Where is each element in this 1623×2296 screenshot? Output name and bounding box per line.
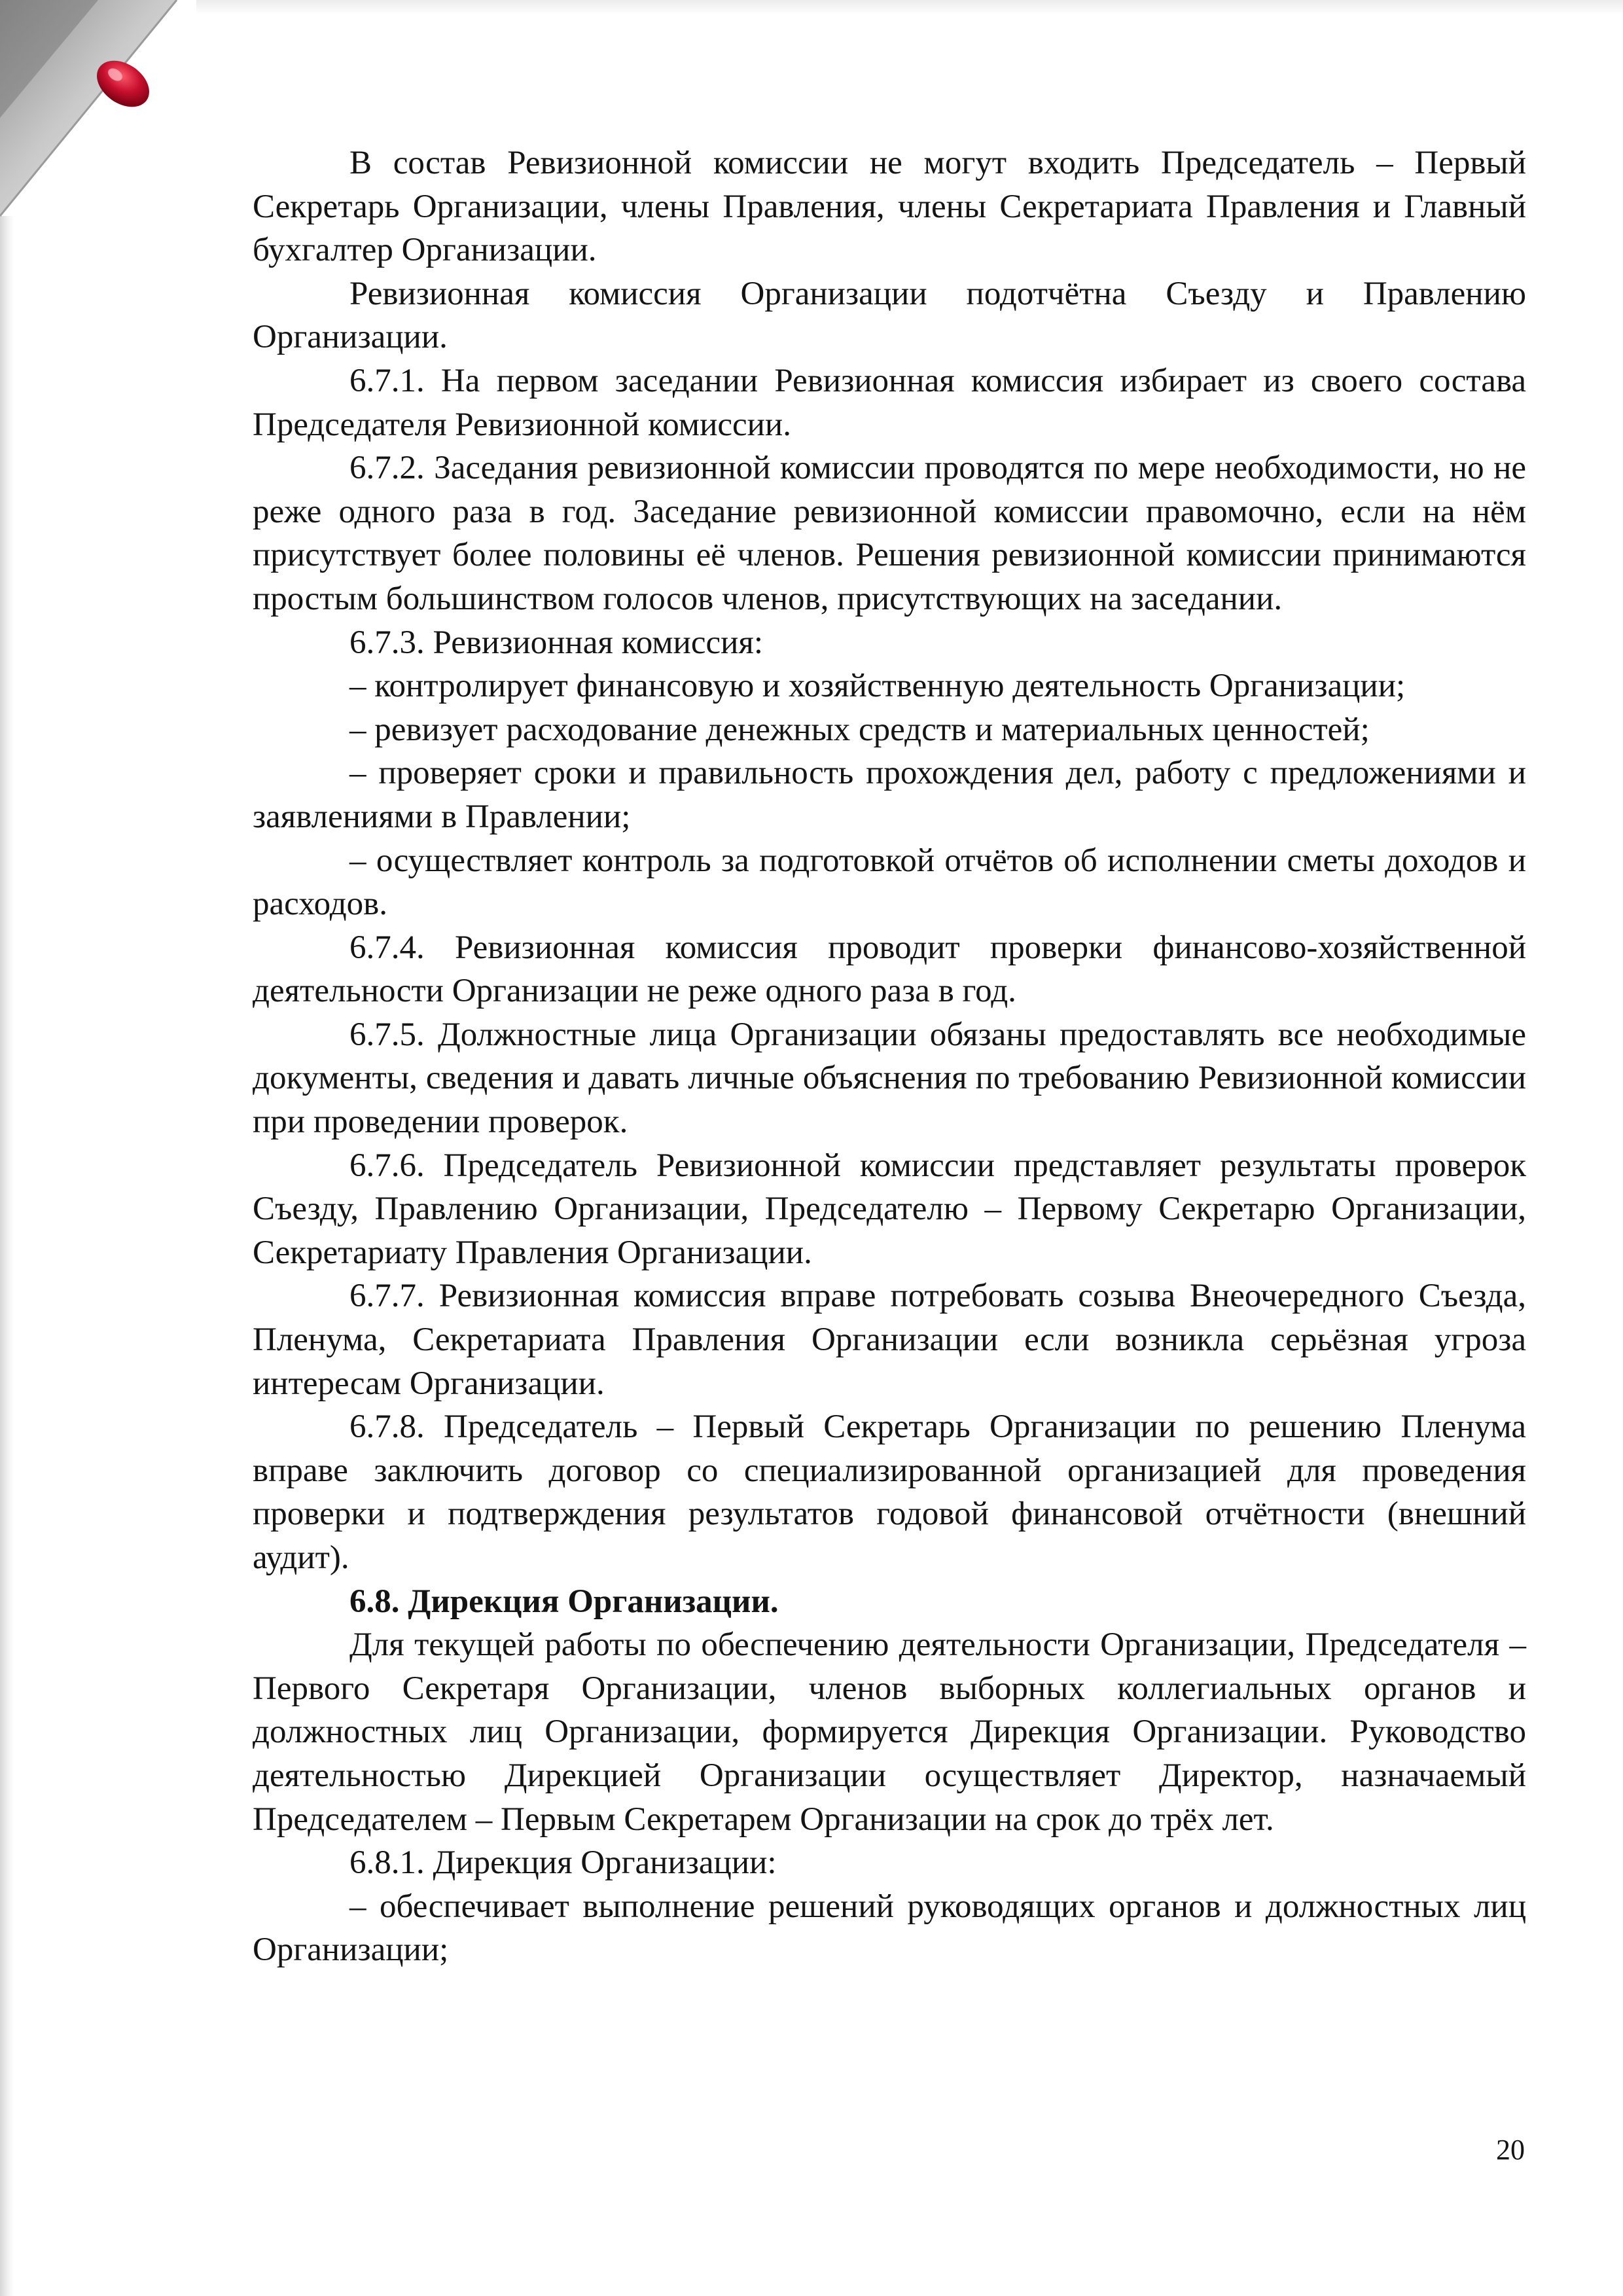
list-item-checks-deadlines: – проверяет сроки и правильность прохождения дел, работу с предложениями и заявлениями в Правлении; — [253, 755, 1526, 835]
paragraph-accountability: Ревизионная комиссия Организации подотчётна Съезду и Правлению Организации. — [253, 275, 1526, 356]
clause-6-7-5: 6.7.5. Должностные лица Организации обязаны предоставлять все необходимые документы, сведения и давать личные объяснения по требованию Ревизионной комиссии при проведении проверок. — [253, 1016, 1526, 1141]
section-heading-6-8: 6.8. Дирекция Организации. — [349, 1583, 779, 1620]
list-item-controls-reports: – осуществляет контроль за подготовкой отчётов об исполнении сметы доходов и расходов. — [253, 842, 1526, 923]
binder-clip-icon — [0, 0, 196, 275]
paragraph-composition: В состав Ревизионной комиссии не могут входить Председатель – Первый Секретарь Организации, члены Правления, члены Секретариата Правления и Главный бухгалтер Организации. — [253, 145, 1526, 269]
page-number: 20 — [1496, 2134, 1525, 2166]
clause-6-7-2: 6.7.2. Заседания ревизионной комиссии проводятся по мере необходимости, но не реже одного раза в год. Заседание ревизионной комиссии правомочно, если на нём присутствует более половины её членов. Решения ревизионной комиссии принимаются простым большинством голосов членов, присутствующих на заседании. — [253, 450, 1526, 617]
clause-6-7-4: 6.7.4. Ревизионная комиссия проводит проверки финансово-хозяйственной деятельности Организации не реже одного раза в год. — [253, 929, 1526, 1010]
clause-6-7-3: 6.7.3. Ревизионная комиссия: — [349, 624, 764, 661]
page-top-edge-shadow — [196, 0, 1623, 14]
clause-6-7-1: 6.7.1. На первом заседании Ревизионная комиссия избирает из своего состава Председателя Ревизионной комиссии. — [253, 362, 1526, 443]
list-item-audits-spending: – ревизует расходование денежных средств и материальных ценностей; — [349, 711, 1370, 748]
clause-6-8-1: 6.8.1. Дирекция Организации: — [349, 1844, 777, 1882]
list-item-controls-activity: – контролирует финансовую и хозяйственную деятельность Организации; — [349, 668, 1406, 705]
document-body — [253, 141, 1526, 1972]
page-left-edge-shadow — [0, 216, 14, 2296]
clause-6-7-8: 6.7.8. Председатель – Первый Секретарь Организации по решению Пленума вправе заключить договор со специализированной организацией для проведения проверки и подтверждения результатов годовой финансовой отчётности (внешний аудит). — [253, 1408, 1526, 1576]
clause-6-7-6: 6.7.6. Председатель Ревизионной комиссии представляет результаты проверок Съезду, Правлению Организации, Председателю – Первому Секретарю Организации, Секретариату Правления Организации. — [253, 1147, 1526, 1271]
list-item-ensures-execution: – обеспечивает выполнение решений руководящих органов и должностных лиц Организации; — [253, 1888, 1526, 1969]
clause-6-7-7: 6.7.7. Ревизионная комиссия вправе потребовать созыва Внеочередного Съезда, Пленума, Секретариата Правления Организации если возникла серьёзная угроза интересам Организации. — [253, 1278, 1526, 1402]
paragraph-directorate: Для текущей работы по обеспечению деятельности Организации, Председателя – Первого Секретаря Организации, членов выборных коллегиальных органов и должностных лиц Организации, формируется Дирекция Организации. Руководство деятельностью Дирекцией Организации осуществляет Директор, назначаемый Председателем – Первым Секретарем Организации на срок до трёх лет. — [253, 1626, 1526, 1838]
